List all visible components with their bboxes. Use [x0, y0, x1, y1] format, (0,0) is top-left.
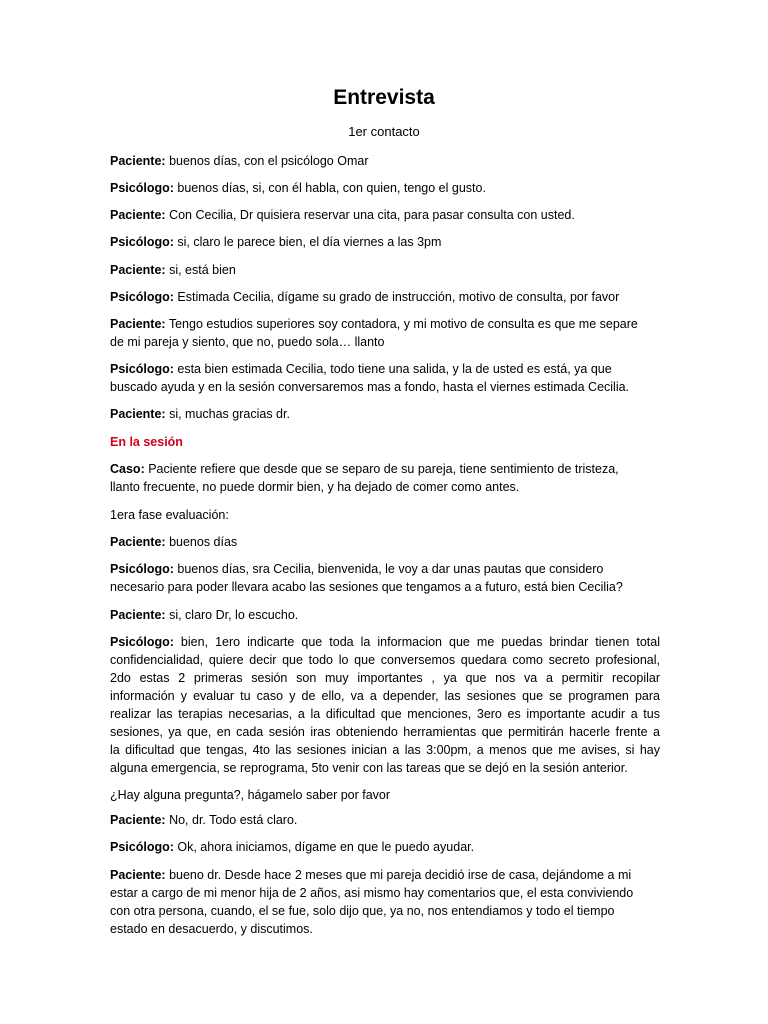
section-heading: En la sesión [110, 435, 183, 449]
speaker-label: Paciente: [110, 263, 166, 277]
line-text: necesario para poder llevara acabo las sesiones que tengamos a a futuro, está bien Cecilia? [110, 580, 623, 594]
dialogue-line [110, 261, 660, 279]
speaker-label: Psicólogo: [110, 635, 174, 649]
phase-heading: 1era fase evaluación: [110, 508, 229, 522]
dialogue-line [110, 578, 660, 596]
dialogue-line: información y evaluar tu caso y de ello, va a depender, las sesiones que se programen para [110, 689, 660, 703]
speaker-label: Psicólogo: [110, 362, 174, 376]
line-text: si, está bien [165, 263, 236, 277]
speaker-label: Paciente: [110, 535, 166, 549]
line-text: Con Cecilia, Dr quisiera reservar una cita, para pasar consulta con usted. [165, 208, 575, 222]
line-text: buscado ayuda y en la sesión conversaremos mas a fondo, hasta el viernes estimada Cecilia. [110, 380, 630, 394]
document-subtitle: 1er contacto [348, 124, 420, 139]
speaker-label: Paciente: [110, 407, 166, 421]
line-text: No, dr. Todo está claro. [165, 813, 298, 827]
dialogue-line: la dificultad que tengas, 4to las sesiones inician a las 3:00pm, a menos que me avises, si hay [110, 743, 660, 757]
dialogue-line: confidencialidad, quiere decir que todo lo que conversemos quedara como secreto profesional, [110, 653, 660, 667]
line-text: bueno dr. Desde hace 2 meses que mi pareja decidió irse de casa, dejándome a mi [165, 868, 632, 882]
dialogue-line [110, 811, 660, 829]
dialogue-line: 2do estas 2 primeras sesión son muy importantes , ya que nos va a permitir recopilar [110, 671, 660, 685]
dialogue-line: ¿Hay alguna pregunta?, hágamelo saber por favor [110, 788, 391, 802]
dialogue-line [110, 533, 660, 551]
dialogue-line [110, 606, 660, 624]
line-text: si, claro le parece bien, el día viernes a las 3pm [173, 235, 442, 249]
line-text: si, claro Dr, lo escucho. [165, 608, 299, 622]
dialogue-line [110, 378, 660, 396]
dialogue-line [110, 633, 660, 651]
dialogue-line [110, 560, 660, 578]
dialogue-line [110, 206, 660, 224]
line-text: si, muchas gracias dr. [165, 407, 290, 421]
dialogue-line [110, 152, 660, 170]
dialogue-line [110, 233, 660, 251]
dialogue-line [110, 179, 660, 197]
speaker-label: Paciente: [110, 813, 166, 827]
speaker-label: Caso: [110, 462, 145, 476]
line-text: buenos días, con el psicólogo Omar [165, 154, 369, 168]
line-text: buenos días, si, con él habla, con quien, tengo el gusto. [173, 181, 486, 195]
line-text: esta bien estimada Cecilia, todo tiene una salida, y la de usted es está, ya que [173, 362, 612, 376]
dialogue-line: realizar las terapias necesarias, a la dificultad que menciones, 3ero es importante acudir a tus [110, 707, 660, 721]
dialogue-line [110, 360, 660, 378]
line-text: de mi pareja y siento, que no, puedo sola… llanto [110, 335, 385, 349]
line-text: Estimada Cecilia, dígame su grado de instrucción, motivo de consulta, por favor [173, 290, 620, 304]
speaker-label: Psicólogo: [110, 290, 174, 304]
dialogue-line [110, 866, 660, 884]
dialogue-line: con otra persona, cuando, el se fue, solo dijo que, ya no, nos entendiamos y todo el tiempo [110, 904, 615, 918]
dialogue-line [110, 315, 660, 333]
line-text: Paciente refiere que desde que se separo de su pareja, tiene sentimiento de tristeza, [144, 462, 619, 476]
dialogue-line [110, 333, 660, 351]
line-text: buenos días [165, 535, 238, 549]
speaker-label: Paciente: [110, 317, 166, 331]
dialogue-line [110, 405, 660, 423]
speaker-label: Paciente: [110, 154, 166, 168]
speaker-label: Psicólogo: [110, 235, 174, 249]
speaker-label: Paciente: [110, 868, 166, 882]
speaker-label: Paciente: [110, 208, 166, 222]
dialogue-line: alguna emergencia, se reprograma, 5to venir con las tareas que se dejó en la sesión anterior. [110, 761, 628, 775]
line-text: bien, 1ero indicarte que toda la informacion que me puedas brindar tienen total [173, 635, 660, 649]
dialogue-line [110, 288, 660, 306]
document-title: Entrevista [333, 86, 435, 109]
line-text: Ok, ahora iniciamos, dígame en que le puedo ayudar. [173, 840, 475, 854]
dialogue-line [110, 838, 660, 856]
dialogue-line: estar a cargo de mi menor hija de 2 años, asi mismo hay comentarios que, el esta conviviendo [110, 886, 634, 900]
speaker-label: Paciente: [110, 608, 166, 622]
dialogue-line: sesiones, ya que, en cada sesión iras obteniendo herramientas que permitirán hacerle frente a [110, 725, 660, 739]
line-text: buenos días, sra Cecilia, bienvenida, le voy a dar unas pautas que considero [173, 562, 604, 576]
dialogue-line: estado en desacuerdo, y discutimos. [110, 922, 313, 936]
speaker-label: Psicólogo: [110, 840, 174, 854]
speaker-label: Psicólogo: [110, 181, 174, 195]
dialogue-line [110, 460, 660, 478]
speaker-label: Psicólogo: [110, 562, 174, 576]
dialogue-line [110, 478, 660, 496]
line-text: llanto frecuente, no puede dormir bien, y ha dejado de comer como antes. [110, 480, 520, 494]
line-text: Tengo estudios superiores soy contadora, y mi motivo de consulta es que me separe [165, 317, 638, 331]
